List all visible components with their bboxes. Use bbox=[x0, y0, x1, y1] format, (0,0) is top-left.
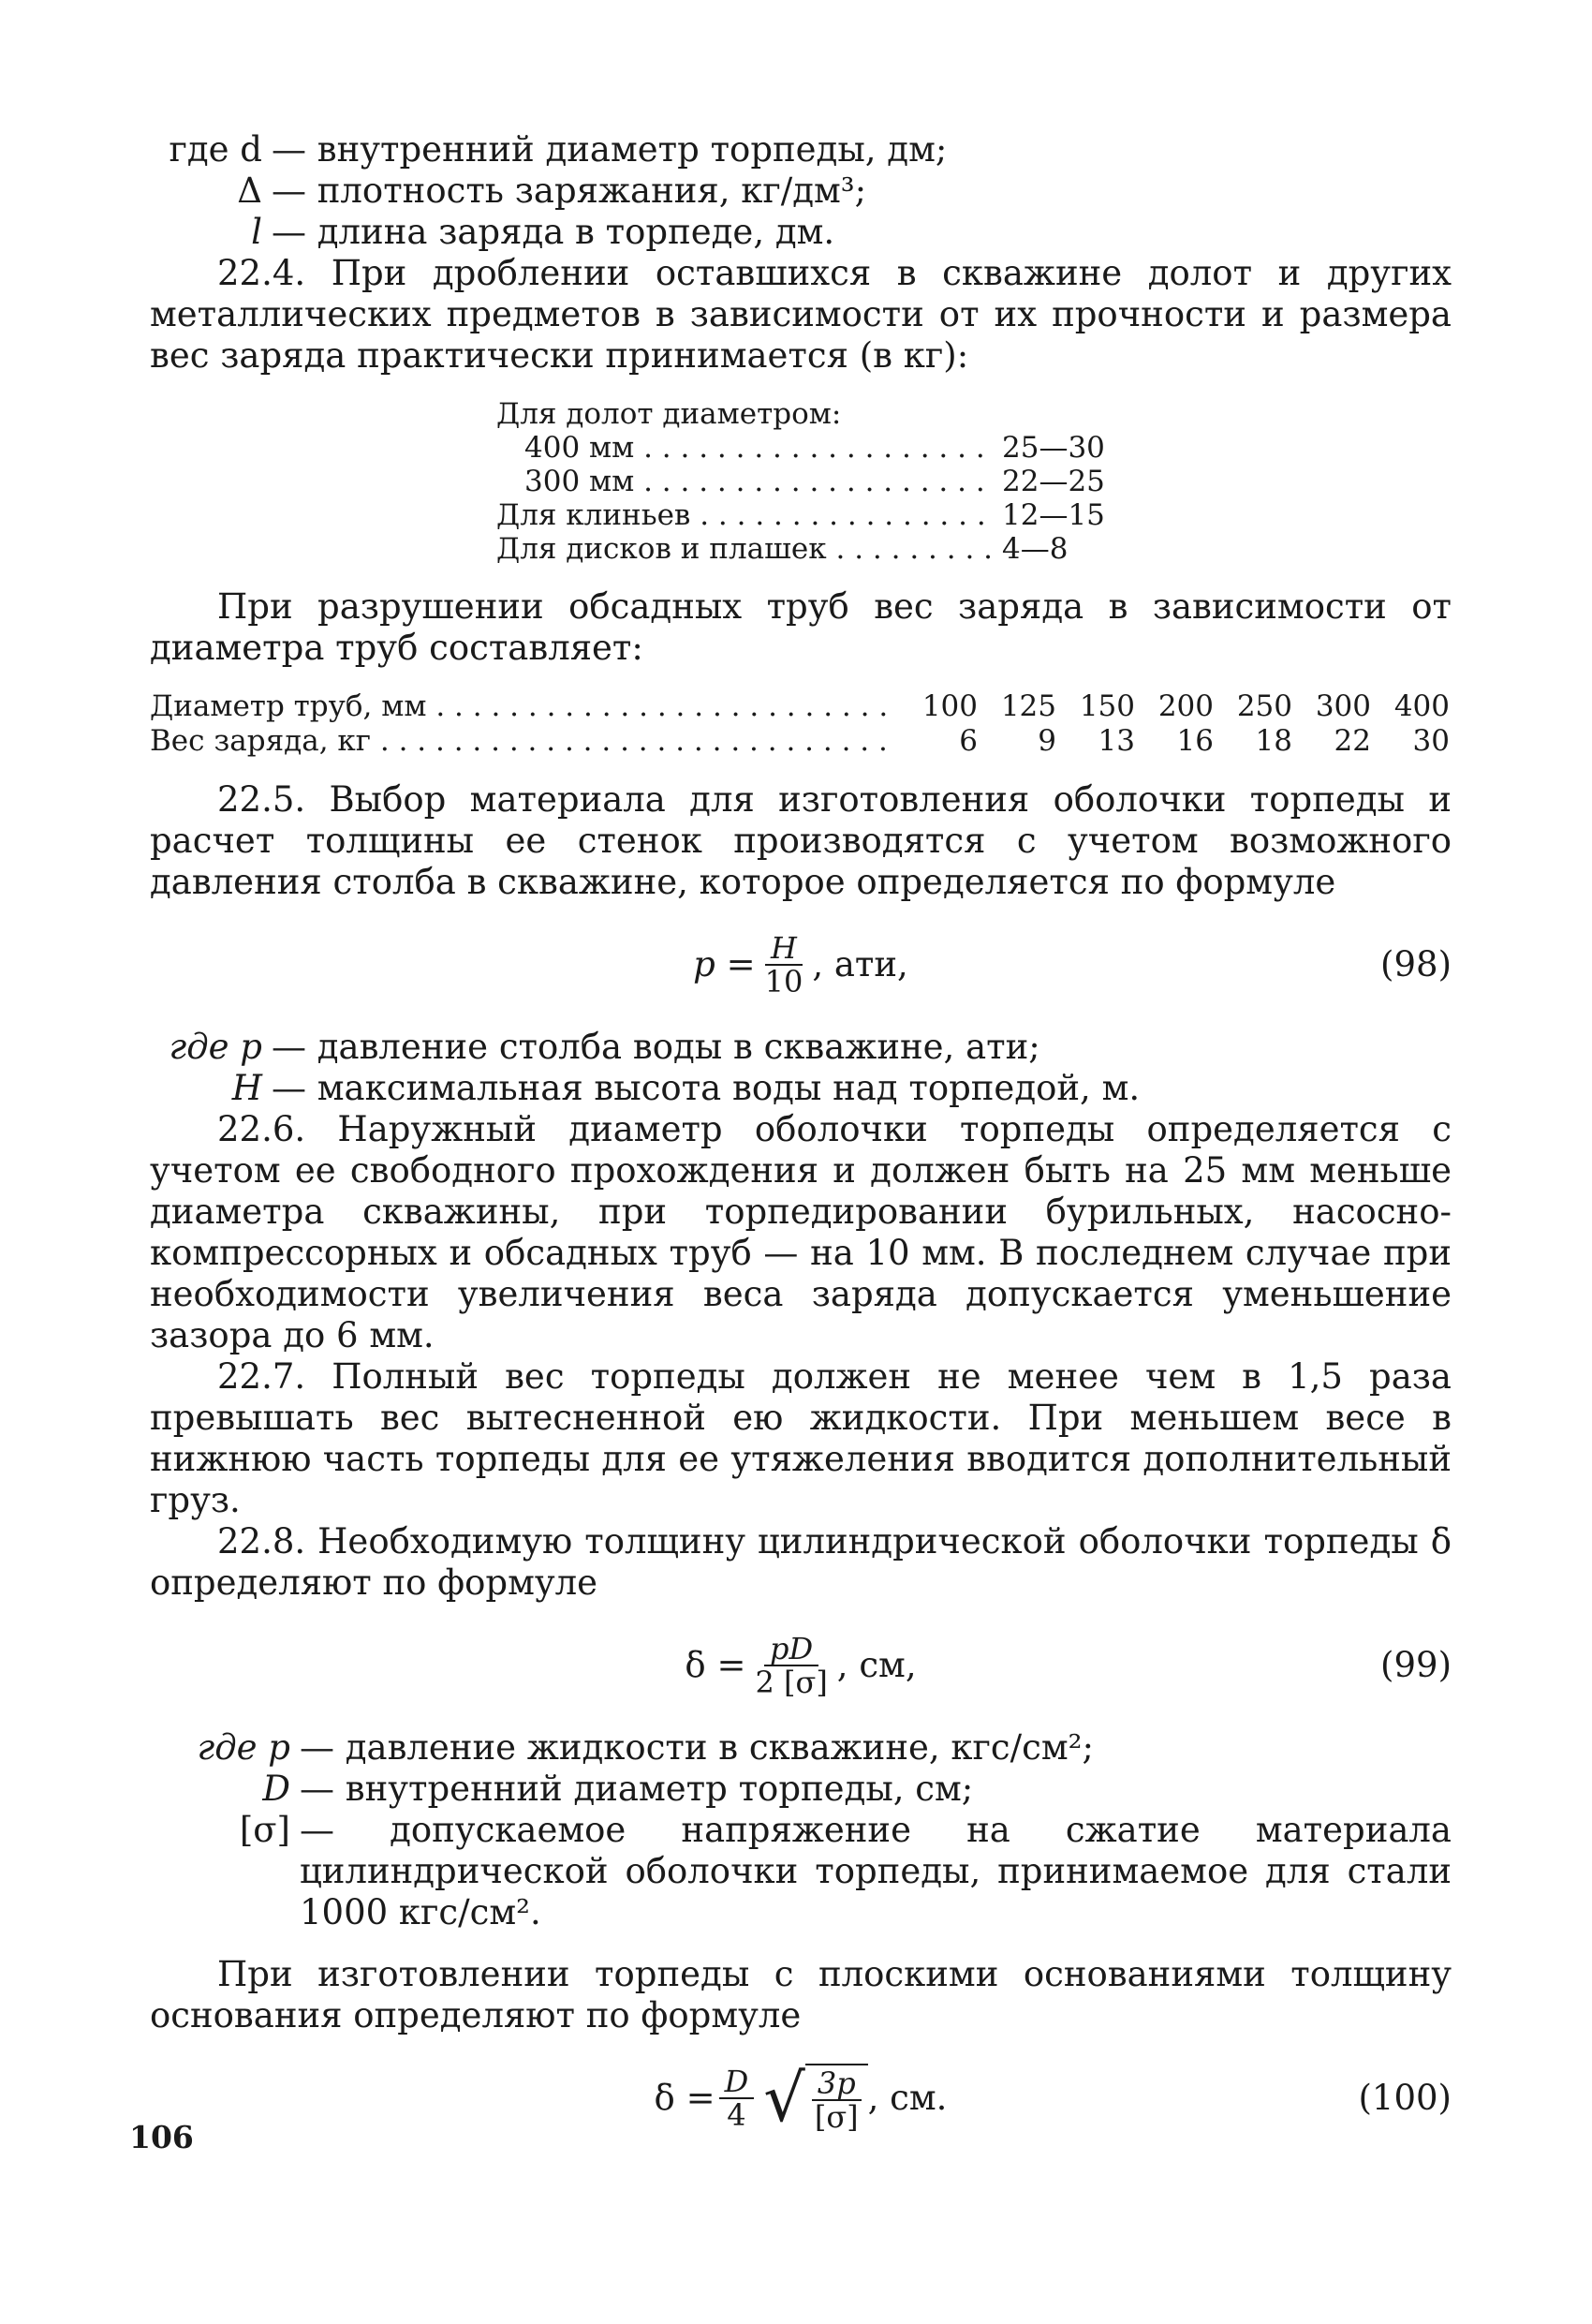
definition-row bbox=[150, 1027, 1452, 1068]
definition-text: — допускаемое напряжение на сжатие материала цилиндрической оболочки торпеды, принимаемое для стали 1000 кгс/см². bbox=[300, 1810, 1452, 1932]
list-item-value: 12—15 bbox=[1002, 498, 1105, 532]
fraction bbox=[749, 1633, 833, 1698]
table-cell: 250 bbox=[1236, 689, 1292, 723]
fraction-numerator: H bbox=[765, 932, 803, 966]
table-cell: 18 bbox=[1255, 724, 1292, 758]
list-item bbox=[496, 465, 1114, 498]
page-number: 106 bbox=[129, 2119, 194, 2155]
definition-term: Δ bbox=[237, 170, 262, 211]
definition-term: где p bbox=[197, 1727, 290, 1768]
definition-row bbox=[150, 212, 1452, 253]
paragraph-22-6: 22.6. Наружный диаметр оболочки торпеды определяется с учетом ее свободного прохождения и должен быть на 25 мм меньше диаметра скважины, при торпедировании бурильных, насосно-компрессорных и обсадных труб — на 10 мм. В последнем случае при необходимости увеличения веса заряда допускается уменьшение зазора до 6 мм. bbox=[150, 1109, 1452, 1355]
list-item bbox=[496, 532, 1114, 566]
table-cell: 150 bbox=[1079, 689, 1135, 723]
paragraph-flat-base: При изготовлении торпеды с плоскими основаниями толщину основания определяют по формуле bbox=[150, 1954, 1452, 2035]
formula-number: (98) bbox=[1380, 944, 1452, 984]
definitions-2 bbox=[150, 1027, 1452, 1109]
casing-table bbox=[150, 689, 1452, 759]
formula-lhs: δ = bbox=[685, 1645, 746, 1685]
table-cell: 100 bbox=[921, 689, 978, 723]
formula-98 bbox=[150, 918, 1452, 1012]
definition-row bbox=[150, 129, 1452, 170]
formula-100 bbox=[150, 2051, 1452, 2145]
list-heading: Для долот диаметром: bbox=[496, 397, 842, 431]
paragraph-22-4: 22.4. При дроблении оставшихся в скважине долот и других металлических предметов в зависимости от их прочности и размера вес заряда практически принимается (в кг): bbox=[150, 253, 1452, 376]
definition-row bbox=[150, 170, 1452, 212]
list-item-value: 4—8 bbox=[1002, 532, 1069, 566]
definition-text: — максимальная высота воды над торпедой, м. bbox=[272, 1068, 1141, 1108]
table-row-label: Вес заряда, кг . . . bbox=[150, 724, 899, 759]
table-cell: 16 bbox=[1176, 724, 1214, 758]
list-item-value: 25—30 bbox=[1002, 431, 1105, 465]
definition-term: D bbox=[262, 1769, 290, 1809]
page-content bbox=[150, 129, 1452, 2160]
table-cell: 125 bbox=[1000, 689, 1056, 723]
paragraph-casing: При разрушении обсадных труб вес заряда в зависимости от диаметра труб составляет: bbox=[150, 586, 1452, 668]
formula-unit: , см, bbox=[836, 1645, 917, 1685]
fraction bbox=[759, 932, 809, 998]
list-item-label: 400 мм . . . bbox=[496, 431, 993, 465]
table-cell: 400 bbox=[1393, 689, 1450, 723]
fraction-numerator: 3p bbox=[812, 2067, 862, 2101]
list-item bbox=[496, 431, 1114, 465]
definition-term: где d bbox=[169, 129, 262, 170]
definition-term: [σ] bbox=[239, 1810, 290, 1850]
fraction-denominator: [σ] bbox=[814, 2099, 859, 2135]
definition-text: — внутренний диаметр торпеды, см; bbox=[300, 1769, 974, 1809]
table-cell: 200 bbox=[1157, 689, 1214, 723]
list-item bbox=[496, 498, 1114, 532]
radicand-fraction bbox=[809, 2067, 864, 2133]
fraction-denominator: 10 bbox=[764, 964, 803, 999]
table-row bbox=[150, 689, 1452, 724]
formula-unit: , ати, bbox=[812, 944, 908, 984]
formula-lhs: p = bbox=[693, 944, 756, 984]
definition-row bbox=[150, 1727, 1452, 1769]
fraction bbox=[719, 2065, 755, 2131]
table-cell: 9 bbox=[1038, 724, 1056, 758]
table-cell: 6 bbox=[959, 724, 978, 758]
table-row-label: Диаметр труб, мм . . . bbox=[150, 689, 899, 724]
definitions-1 bbox=[150, 129, 1452, 253]
table-cell: 30 bbox=[1412, 724, 1450, 758]
table-cell: 300 bbox=[1315, 689, 1371, 723]
paragraph-22-5: 22.5. Выбор материала для изготовления оболочки торпеды и расчет толщины ее стенок производятся с учетом возможного давления столба в скважине, которое определяется по формуле bbox=[150, 779, 1452, 902]
table-cell: 22 bbox=[1334, 724, 1371, 758]
fraction-denominator: 2 [σ] bbox=[755, 1665, 828, 1700]
definition-text: — давление столба воды в скважине, ати; bbox=[272, 1027, 1040, 1067]
formula-99 bbox=[150, 1619, 1452, 1712]
definition-term: H bbox=[231, 1068, 262, 1108]
definition-text: — плотность заряжания, кг/дм³; bbox=[272, 170, 867, 211]
formula-number: (99) bbox=[1380, 1645, 1452, 1685]
table-row bbox=[150, 724, 1452, 759]
definitions-3 bbox=[150, 1727, 1452, 1933]
definition-term: l bbox=[251, 212, 262, 252]
definition-term: где p bbox=[169, 1027, 262, 1067]
radical-sign-icon: √ bbox=[763, 2060, 805, 2137]
fraction-numerator: pD bbox=[764, 1633, 818, 1666]
fraction-denominator: 4 bbox=[727, 2097, 746, 2133]
list-item-value: 22—25 bbox=[1002, 465, 1105, 498]
paragraph-22-7: 22.7. Полный вес торпеды должен не менее чем в 1,5 раза превышать вес вытесненной ею жидкости. При меньшем весе в нижнюю часть торпеды для ее утяжеления вводится дополнительный груз. bbox=[150, 1356, 1452, 1520]
square-root bbox=[763, 2060, 867, 2137]
definition-row bbox=[150, 1769, 1452, 1810]
fraction-numerator: D bbox=[719, 2065, 755, 2099]
list-item-label: Для дисков и плашек . . . bbox=[496, 532, 993, 566]
paragraph-22-8: 22.8. Необходимую толщину цилиндрической оболочки торпеды δ определяют по формуле bbox=[150, 1521, 1452, 1603]
formula-unit: , см. bbox=[867, 2078, 948, 2118]
definition-text: — длина заряда в торпеде, дм. bbox=[272, 212, 835, 252]
table-cell: 13 bbox=[1098, 724, 1135, 758]
list-item-label: Для клиньев . . . bbox=[496, 498, 993, 532]
charge-weight-list bbox=[496, 397, 1114, 566]
definition-row bbox=[150, 1068, 1452, 1109]
formula-lhs: δ = bbox=[654, 2078, 715, 2118]
definition-text: — давление жидкости в скважине, кгс/см²; bbox=[300, 1727, 1094, 1768]
definition-row bbox=[150, 1810, 1452, 1933]
formula-number: (100) bbox=[1358, 2078, 1452, 2118]
list-item-label: 300 мм . . . bbox=[496, 465, 993, 498]
definition-text: — внутренний диаметр торпеды, дм; bbox=[272, 129, 948, 170]
